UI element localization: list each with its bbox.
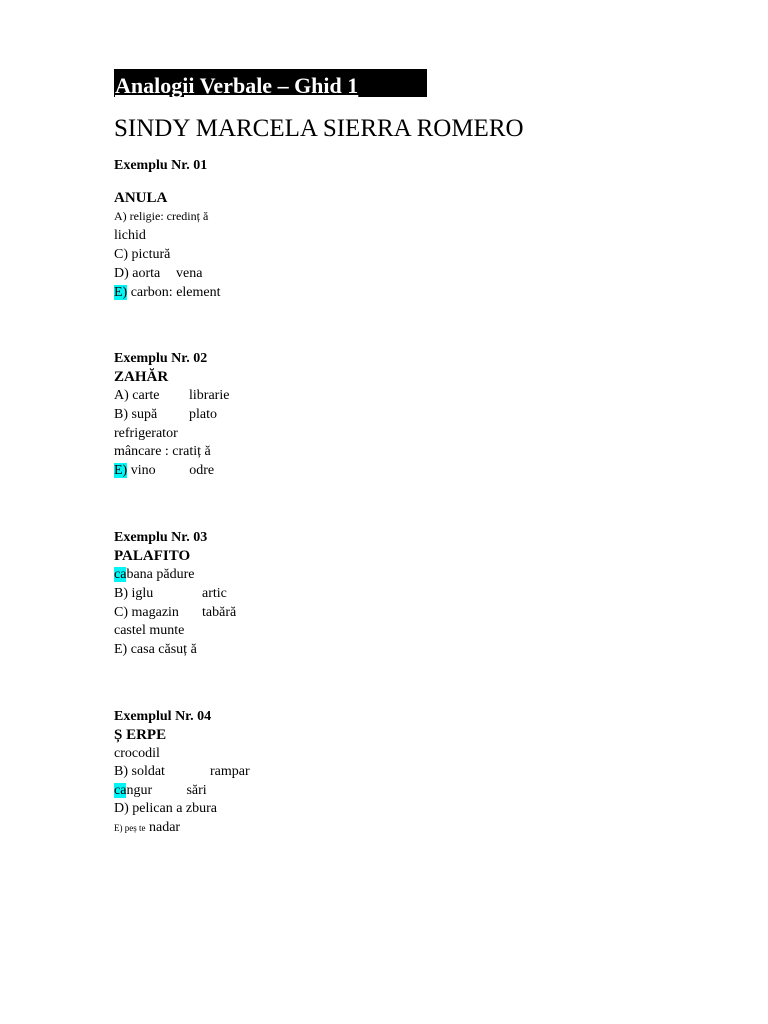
- example-4-option-c-left: ngur: [126, 783, 153, 798]
- example-4-option-e-text: nadar: [145, 820, 181, 835]
- example-1-option-e-text: carbon: element: [127, 285, 221, 300]
- example-1-option-e: [114, 286, 221, 300]
- document-title: Analogii Verbale – Ghid 1: [115, 73, 359, 98]
- example-2-keyword: ZAHĂR: [114, 369, 169, 385]
- example-4-option-d: D) pelican a zbura: [114, 801, 217, 816]
- example-4-option-b: [114, 765, 250, 779]
- example-2-option-a-right: librarie: [189, 388, 230, 403]
- example-2-option-d: mâncare : cratiț ă: [114, 444, 211, 459]
- example-1-option-b: lichid: [114, 228, 146, 243]
- example-2-option-a-left: A) carte: [114, 388, 160, 403]
- example-1-option-e-highlight: E): [114, 285, 128, 300]
- example-2-option-b: [114, 408, 217, 422]
- example-4-option-c-highlight: ca: [114, 783, 127, 798]
- example-4-option-c: [114, 784, 207, 798]
- example-1-option-a: A) religie: credinț ă: [114, 209, 209, 223]
- example-4-option-b-left: B) soldat: [114, 764, 165, 779]
- example-3-option-e: E) casa căsuț ă: [114, 642, 197, 657]
- example-4-option-a: crocodil: [114, 746, 160, 761]
- example-3-option-d: castel munte: [114, 623, 185, 638]
- example-3-option-c-left: C) magazin: [114, 605, 179, 620]
- example-4-option-b-right: rampar: [210, 764, 250, 779]
- example-2-option-b-left: B) supă: [114, 407, 158, 422]
- example-2-option-e-highlight: E): [114, 463, 128, 478]
- example-2-heading: Exemplu Nr. 02: [114, 351, 208, 366]
- example-3-option-c: [114, 606, 236, 620]
- example-1-option-c: C) pictură: [114, 247, 171, 262]
- example-3-option-b: [114, 587, 227, 601]
- example-4-heading: Exemplul Nr. 04: [114, 709, 212, 724]
- example-3-keyword: PALAFITO: [114, 548, 191, 564]
- example-2-option-c: refrigerator: [114, 426, 178, 441]
- example-4-keyword: Ș ERPE: [114, 727, 167, 743]
- example-4-option-c-right: sări: [186, 783, 207, 798]
- example-1-option-d-left: D) aorta: [114, 266, 161, 281]
- example-1-heading: Exemplu Nr. 01: [114, 158, 208, 173]
- example-4-option-e: [114, 821, 180, 835]
- example-3-option-c-right: tabără: [202, 605, 237, 620]
- example-2-option-e: [114, 464, 214, 478]
- example-2-option-a: [114, 389, 229, 403]
- example-2-option-e-right: odre: [189, 463, 215, 478]
- example-3-option-a-text: bana pădure: [126, 567, 195, 582]
- example-3-option-b-right: artic: [202, 586, 227, 601]
- example-2-option-b-right: plato: [189, 407, 217, 422]
- example-4-option-e-small: E) peș te: [114, 823, 146, 833]
- example-1-keyword: ANULA: [114, 190, 168, 206]
- example-3-option-b-left: B) iglu: [114, 586, 154, 601]
- example-2-option-e-left: vino: [127, 463, 156, 478]
- example-3-option-a-highlight: ca: [114, 567, 127, 582]
- example-1-option-d: [114, 267, 202, 281]
- author-name: SINDY MARCELA SIERRA ROMERO: [114, 115, 524, 142]
- example-1-option-d-right: vena: [176, 266, 203, 281]
- example-3-heading: Exemplu Nr. 03: [114, 530, 208, 545]
- example-3-option-a: [114, 568, 194, 582]
